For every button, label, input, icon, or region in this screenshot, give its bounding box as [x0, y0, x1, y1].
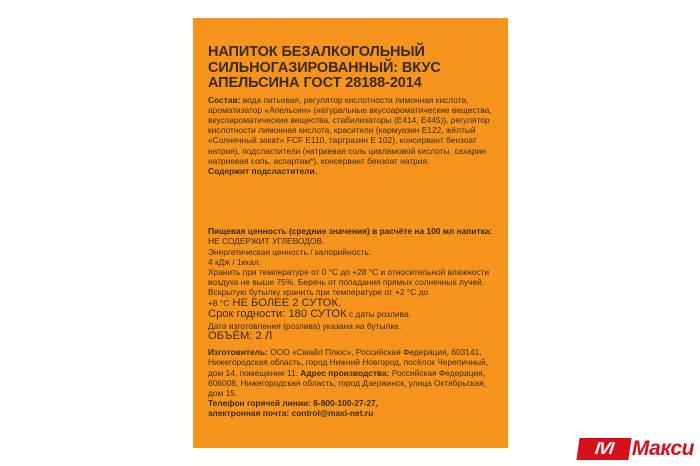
shelf-life-suffix: с даты розлива. — [346, 309, 411, 320]
bottling-date: Дата изготовления (розлива) указана на бутылке. — [208, 321, 402, 332]
logo-mark-icon: IVI — [576, 438, 631, 460]
spacer — [208, 176, 494, 226]
manufacturer-block — [208, 347, 494, 418]
storage-temp: +8 °С — [208, 297, 230, 308]
composition-paragraph — [208, 95, 494, 166]
manufacturer-paragraph — [208, 347, 494, 398]
energy-line: Энергетическая ценность / калорийность: — [208, 246, 372, 257]
production-text: Российская Федерация, 606008, Нижегородская область, город Дзержинск, улица Октябрьская, дом 15. — [208, 367, 487, 398]
storage-limit: НЕ БОЛЕЕ 2 СУТОК. — [229, 296, 342, 309]
production-heading: Адрес производства: — [300, 367, 390, 378]
nutrition-value: НЕ СОДЕРЖИТ УГЛЕВОДОВ. — [208, 236, 325, 247]
email: электронная почта: control@maxi-net.ru — [208, 408, 374, 419]
nutrition-block — [208, 226, 494, 297]
volume: ОБЪЁМ: 2 Л — [208, 330, 273, 343]
shelf-life-line — [208, 309, 494, 321]
composition-text: вода питьевая, регулятор кислотности лимонная кислота, ароматизатор «Апельсин» (натуральные вкусоароматические вещества, вкусоароматические вещества, стабилизаторы (Е414, Е445)), регулятор кислотности лимонная кислота, красители (кармуазин Е122, жёлтый «Солнечный закат» FCF E110, тартразин Е 102), консервант бензоат натрия), подсластители (натриевая соль цикламовой кислоты, сахарин натриевая соль, аспартам*), консервант бензоат натрия. — [208, 94, 492, 166]
nutrition-heading: Пищевая ценность (средние значения) в расчёте на 100 мл напитка: — [208, 226, 493, 237]
sweetener-note: Содержит подсластители. — [208, 165, 317, 176]
storage-text: Хранить при температуре от 0 °С до +28 °С и относительной влажности воздуха не выше 75%. Беречь от попадания прямых солнечных лучей. Вскрытую бутылку хранить при температуре от +2 °С до — [208, 266, 490, 298]
energy-value: 4 кДж / 1ккал. — [208, 256, 261, 267]
maxi-logo — [578, 438, 694, 460]
manufacturer-text: ООО «Смайл Плюс», Российская Федерация, 603141, Нижегородская область, город Нижний Новгород, посёлок Черепичный, дом 14, помещение 11. — [208, 347, 489, 378]
shelf-life: Срок годности: 180 СУТОК — [208, 308, 347, 321]
product-label — [193, 18, 508, 448]
composition-block — [208, 95, 494, 177]
manufacturer-heading: Изготовитель: — [208, 347, 268, 358]
logo-text: Макси — [631, 437, 694, 460]
composition-heading: Состав: — [208, 94, 241, 105]
nutrition-paragraph — [208, 226, 494, 246]
product-title: НАПИТОК БЕЗАЛКОГОЛЬНЫЙ СИЛЬНОГАЗИРОВАННЫЙ: ВКУС АПЕЛЬСИНА ГОСТ 28188-2014 — [208, 44, 441, 91]
hotline: Телефон горячей линии: 8-800-100-27-27, — [208, 398, 378, 409]
